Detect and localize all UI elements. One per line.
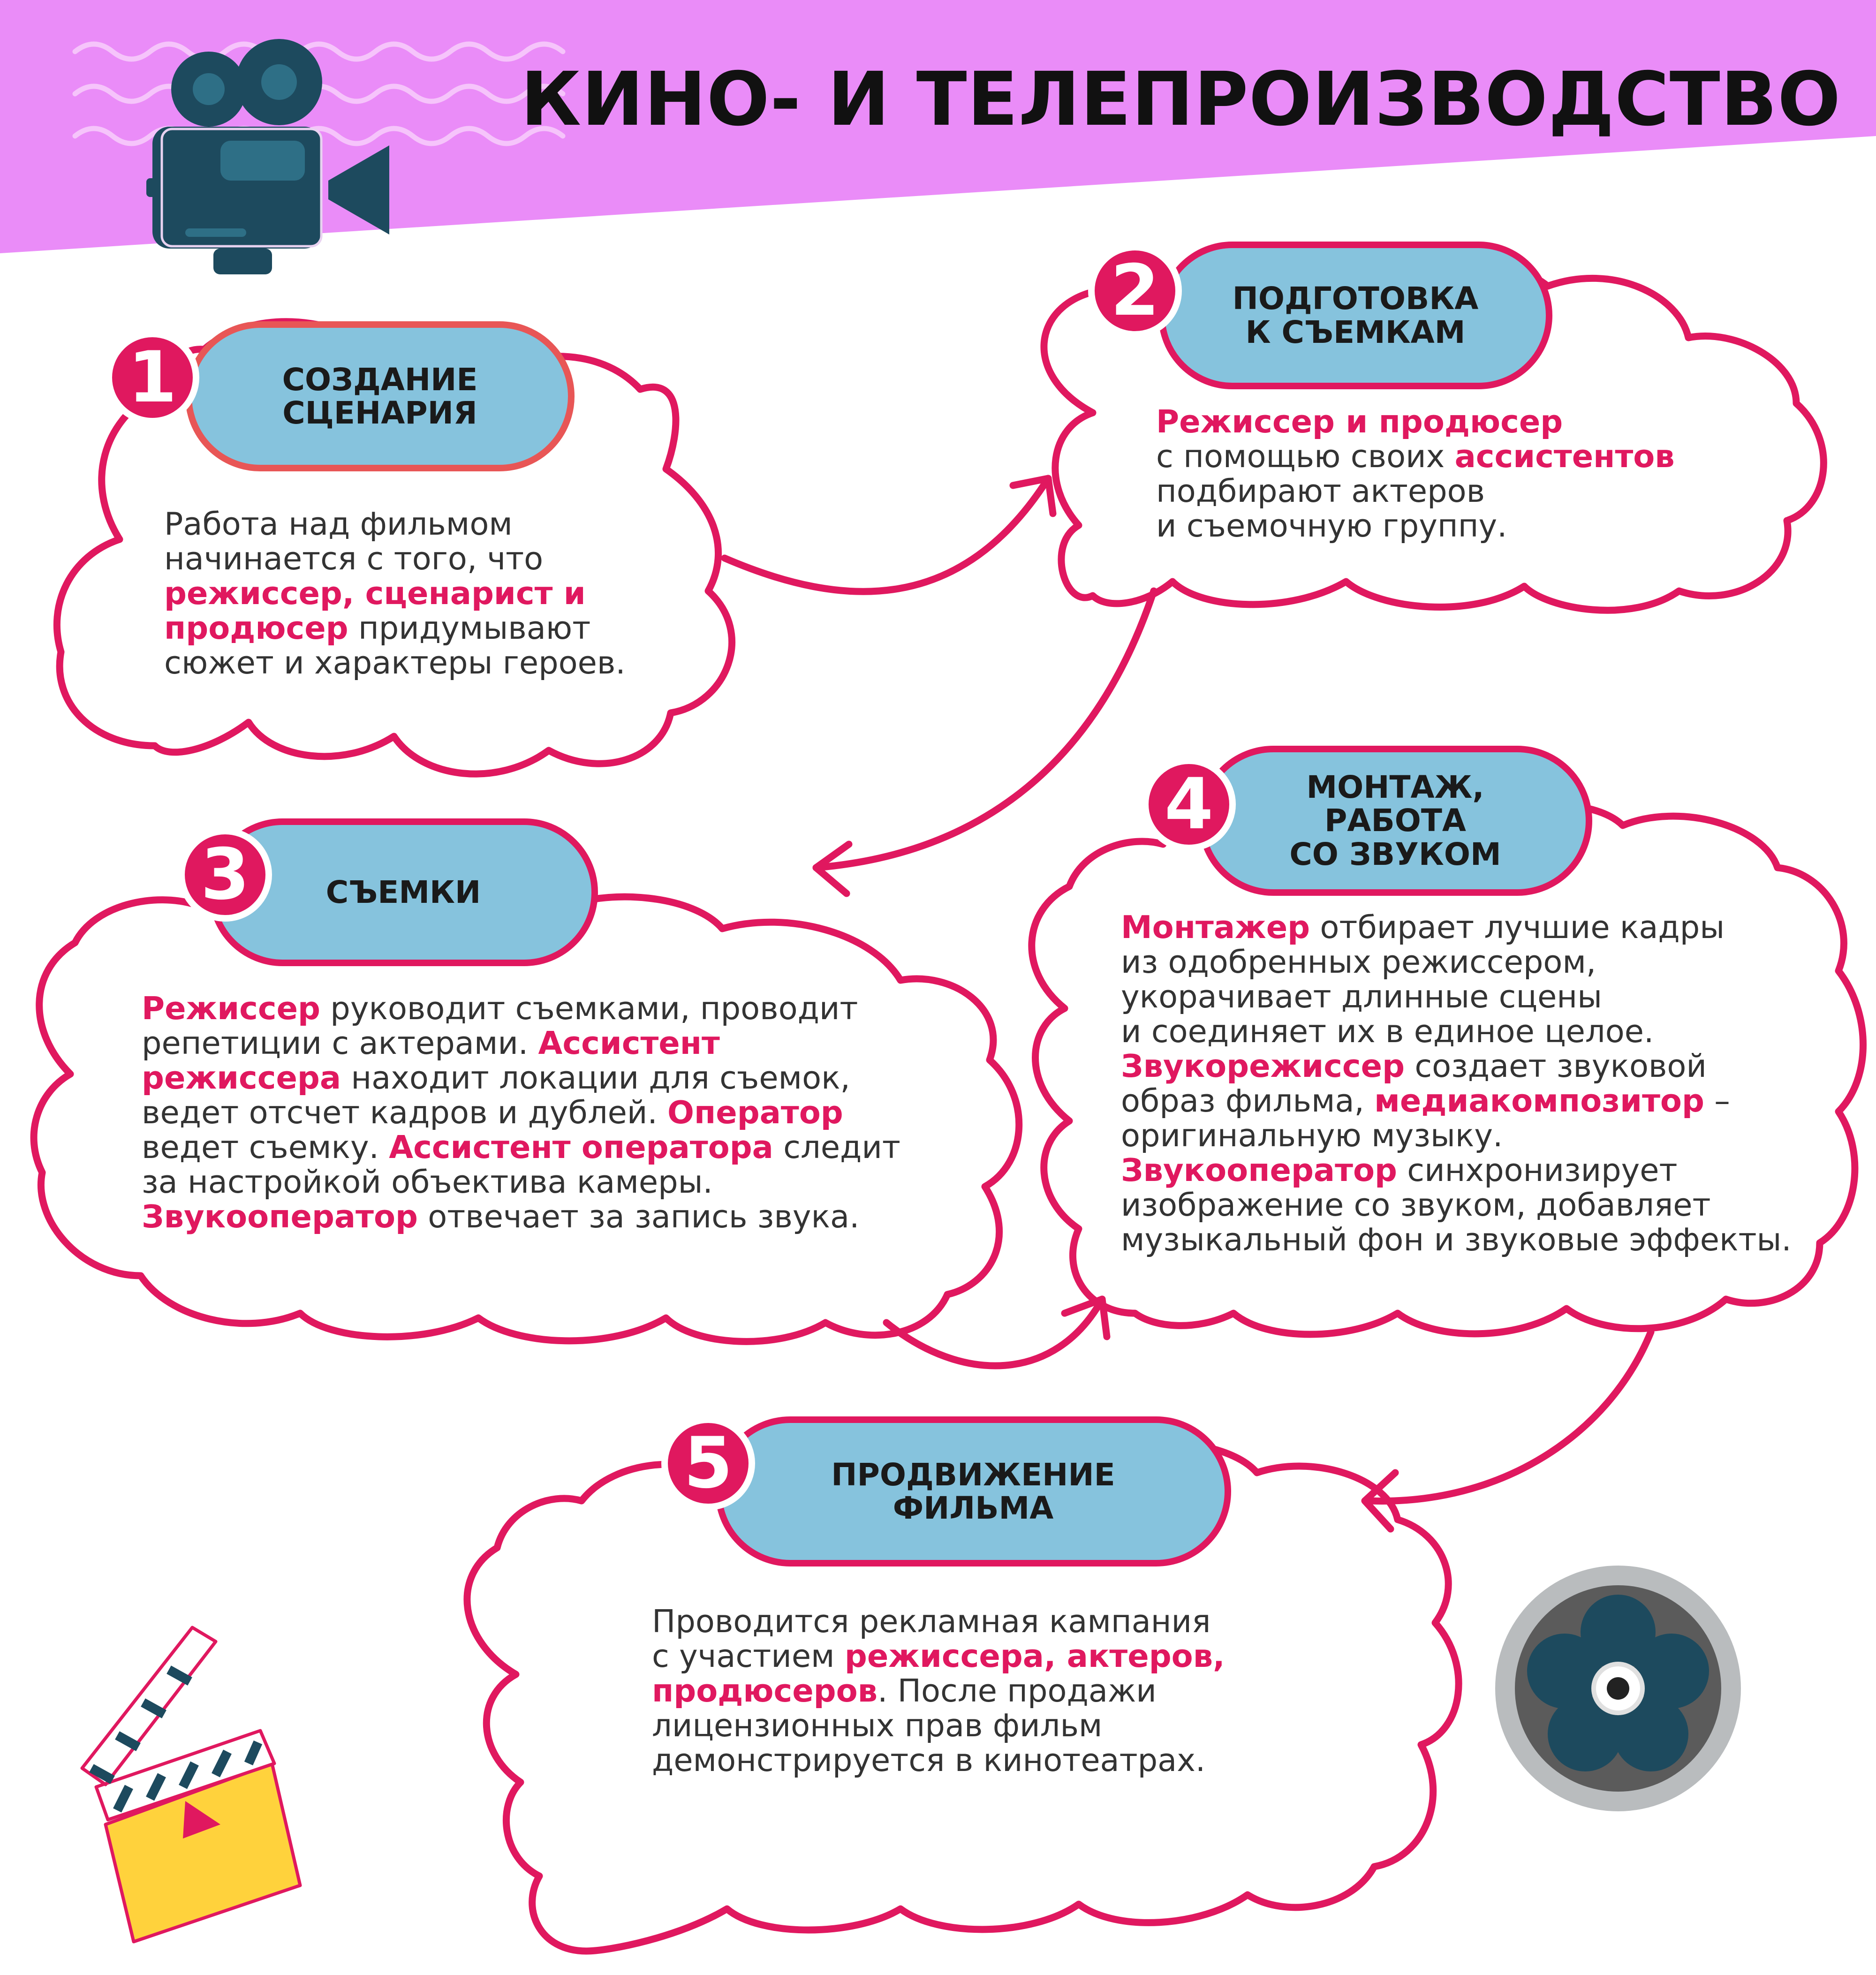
text-segment: и съемочную группу.	[1156, 507, 1507, 544]
description-line	[164, 611, 626, 645]
text-segment: за настройкой объектива камеры.	[142, 1164, 713, 1200]
description-line	[164, 576, 626, 611]
step-4-number-badge: 4	[1142, 757, 1236, 851]
description-line	[652, 1639, 1225, 1673]
description-line	[1121, 1049, 1792, 1083]
step-1-description	[164, 507, 626, 680]
text-segment: с участием	[652, 1638, 845, 1674]
text-segment: создает звуковой	[1405, 1048, 1707, 1084]
step-5-number-badge: 5	[661, 1416, 755, 1510]
step-4-description	[1121, 910, 1792, 1257]
description-line	[142, 1060, 900, 1095]
text-segment: изображение со звуком, добавляет	[1121, 1187, 1711, 1223]
description-line	[652, 1604, 1225, 1639]
description-line	[142, 1130, 900, 1165]
highlighted-role: режиссер, сценарист и	[164, 575, 586, 612]
description-line	[652, 1743, 1225, 1778]
highlighted-role: Звукорежиссер	[1121, 1048, 1405, 1084]
description-line	[1156, 474, 1675, 508]
description-line	[1121, 1188, 1792, 1222]
highlighted-role: Звукооператор	[1121, 1152, 1397, 1188]
text-segment: отбирает лучшие кадры	[1310, 909, 1725, 946]
text-segment: –	[1704, 1082, 1730, 1119]
description-line	[164, 645, 626, 680]
text-segment: следит	[773, 1129, 900, 1165]
text-segment: начинается с того, что	[164, 540, 544, 577]
highlighted-role: Оператор	[667, 1094, 843, 1131]
description-line	[1121, 1153, 1792, 1188]
description-line	[1156, 508, 1675, 543]
text-segment: сюжет и характеры героев.	[164, 644, 626, 681]
description-line	[1121, 1014, 1792, 1049]
description-line	[164, 507, 626, 541]
description-line	[142, 991, 900, 1026]
arrow-1-to-2	[725, 478, 1048, 591]
description-line	[1121, 910, 1792, 945]
step-1-title: СОЗДАНИЕ СЦЕНАРИЯ	[185, 321, 575, 471]
highlighted-role: ассистентов	[1454, 438, 1675, 475]
highlighted-role: продюсер	[164, 610, 348, 646]
highlighted-role: Ассистент оператора	[389, 1129, 773, 1165]
text-segment: придумывают	[348, 610, 591, 646]
text-segment: ведет съемку.	[142, 1129, 389, 1165]
step-4-title: МОНТАЖ, РАБОТА СО ЗВУКОМ	[1198, 746, 1592, 896]
highlighted-role: Ассистент	[538, 1025, 720, 1061]
description-line	[652, 1673, 1225, 1708]
step-1-number-badge: 1	[106, 331, 199, 424]
highlighted-role: Монтажер	[1121, 909, 1310, 946]
description-line	[1156, 439, 1675, 474]
text-segment: синхронизирует	[1397, 1152, 1678, 1188]
text-segment: руководит съемками, проводит	[320, 990, 858, 1027]
text-segment: Проводится рекламная кампания	[652, 1603, 1211, 1640]
highlighted-role: медиакомпозитор	[1374, 1082, 1704, 1119]
step-3-description	[142, 991, 900, 1234]
text-segment: Работа над фильмом	[164, 506, 513, 542]
text-segment: ведет отсчет кадров и дублей.	[142, 1094, 668, 1131]
step-3-number-badge: 3	[178, 828, 272, 922]
description-line	[142, 1199, 900, 1234]
text-segment: укорачивает длинные сцены	[1121, 978, 1603, 1015]
text-segment: подбирают актеров	[1156, 473, 1485, 509]
film-reel-icon	[1495, 1566, 1741, 1811]
text-segment: репетиции с актерами.	[142, 1025, 538, 1061]
text-segment: с помощью своих	[1156, 438, 1455, 475]
text-segment: музыкальный фон и звуковые эффекты.	[1121, 1221, 1792, 1258]
arrow-2-to-3	[816, 591, 1154, 868]
text-segment: находит локации для съемок,	[341, 1059, 850, 1096]
description-line	[142, 1095, 900, 1130]
text-segment: . После продажи	[877, 1672, 1157, 1709]
description-line	[142, 1026, 900, 1060]
text-segment: лицензионных прав фильм	[652, 1707, 1103, 1744]
description-line	[1121, 979, 1792, 1014]
step-2-description	[1156, 404, 1675, 543]
highlighted-role: продюсеров	[652, 1672, 878, 1709]
text-segment: и соединяет их в единое целое.	[1121, 1013, 1654, 1050]
description-line	[142, 1165, 900, 1199]
text-segment: образ фильма,	[1121, 1082, 1375, 1119]
description-line	[1121, 945, 1792, 979]
step-5-title: ПРОДВИЖЕНИЕ ФИЛЬМА	[715, 1416, 1231, 1566]
arrow-4-to-5	[1369, 1332, 1651, 1501]
description-line	[1156, 404, 1675, 439]
text-segment: демонстрируется в кинотеатрах.	[652, 1742, 1206, 1778]
description-line	[164, 541, 626, 576]
page-title: КИНО- И ТЕЛЕПРОИЗВОДСТВО	[521, 56, 1841, 143]
description-line	[652, 1708, 1225, 1743]
text-segment: из одобренных режиссером,	[1121, 944, 1596, 980]
highlighted-role: режиссера, актеров,	[844, 1638, 1225, 1674]
step-2-title: ПОДГОТОВКА К СЪЕМКАМ	[1158, 242, 1552, 389]
description-line	[1121, 1083, 1792, 1118]
step-2-number-badge: 2	[1088, 244, 1182, 338]
highlighted-role: Режиссер	[142, 990, 320, 1027]
highlighted-role: режиссера	[142, 1059, 341, 1096]
step-5-description	[652, 1604, 1225, 1778]
step-3-title: СЪЕМКИ	[209, 818, 598, 966]
description-line	[1121, 1118, 1792, 1153]
text-segment: оригинальную музыку.	[1121, 1117, 1503, 1154]
clapperboard-icon	[82, 1627, 300, 1942]
highlighted-role: Звукооператор	[142, 1198, 418, 1235]
highlighted-role: Режиссер и продюсер	[1156, 403, 1563, 440]
description-line	[1121, 1222, 1792, 1257]
text-segment: отвечает за запись звука.	[417, 1198, 860, 1235]
